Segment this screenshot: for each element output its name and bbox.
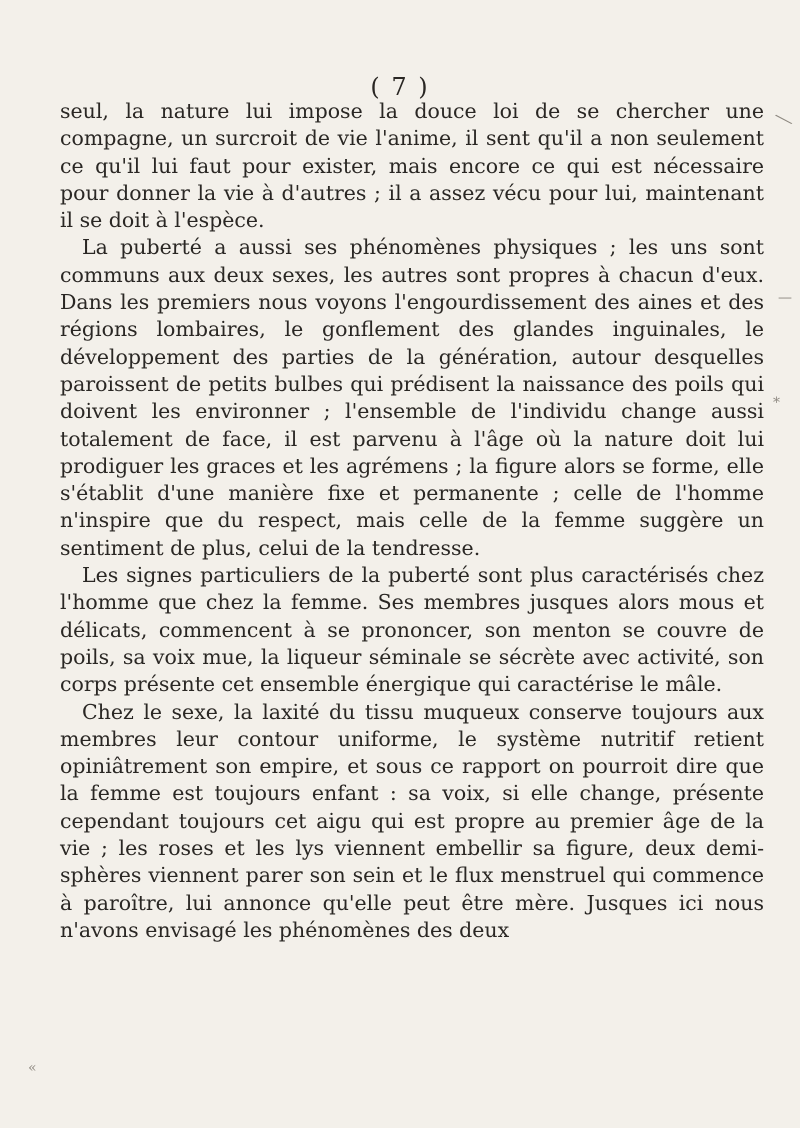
margin-arrow-icon: « [28, 1060, 37, 1076]
margin-dash-icon: — [778, 290, 792, 306]
margin-star-icon: * [773, 395, 780, 411]
page-number: ( 7 ) [370, 73, 430, 101]
paragraph-1: seul, la nature lui impose la douce loi de se chercher une compagne, un surcroit de vie l'anime, il sent qu'il a non seulement ce qu'il lui faut pour exister, mais encore ce qui est nécessaire pour donner la vie à d'autres ; il a assez vécu pour lui, maintenant il se doit à l'espèce. [60, 99, 764, 233]
body-text [60, 98, 764, 944]
margin-stroke-icon: ╲ [775, 111, 792, 129]
paragraph-4: Chez le sexe, la laxité du tissu muqueux conserve toujours aux membres leur contour uniforme, le système nutritif retient opiniâtrement son empire, et sous ce rapport on pourroit dire que la femme est toujours enfant : sa voix, si elle change, présente cependant toujours cet aigu qui est propre au premier âge de la vie ; les roses et les lys viennent embellir sa figure, deux demi-sphères viennent parer son sein et le flux menstruel qui commence à paroître, lui annonce qu'elle peut être mère. Jusques ici nous n'avons envisagé les phénomènes des deux [60, 699, 764, 942]
paragraph-3: Les signes particuliers de la puberté sont plus caractérisés chez l'homme que chez la femme. Ses membres jusques alors mous et délicats, commencent à se prononcer, son menton se couvre de poils, sa voix mue, la liqueur séminale se sécrète avec activité, son corps présente cet ensemble énergique qui caractérise le mâle. [60, 563, 764, 697]
paragraph-2: La puberté a aussi ses phénomènes physiques ; les uns sont communs aux deux sexes, les autres sont propres à chacun d'eux. Dans les premiers nous voyons l'engourdissement des aines et des régions lombaires, le gonflement des glandes inguinales, le développement des parties de la génération, autour desquelles paroissent de petits bulbes qui prédisent la naissance des poils qui doivent les environner ; l'ensemble de l'individu change aussi totalement de face, il est parvenu à l'âge où la nature doit lui prodiguer les graces et les agrémens ; la figure alors se forme, elle s'établit d'une manière fixe et permanente ; celle de l'homme n'inspire que du respect, mais celle de la femme suggère un sentiment de plus, celui de la tendresse. [60, 235, 764, 560]
